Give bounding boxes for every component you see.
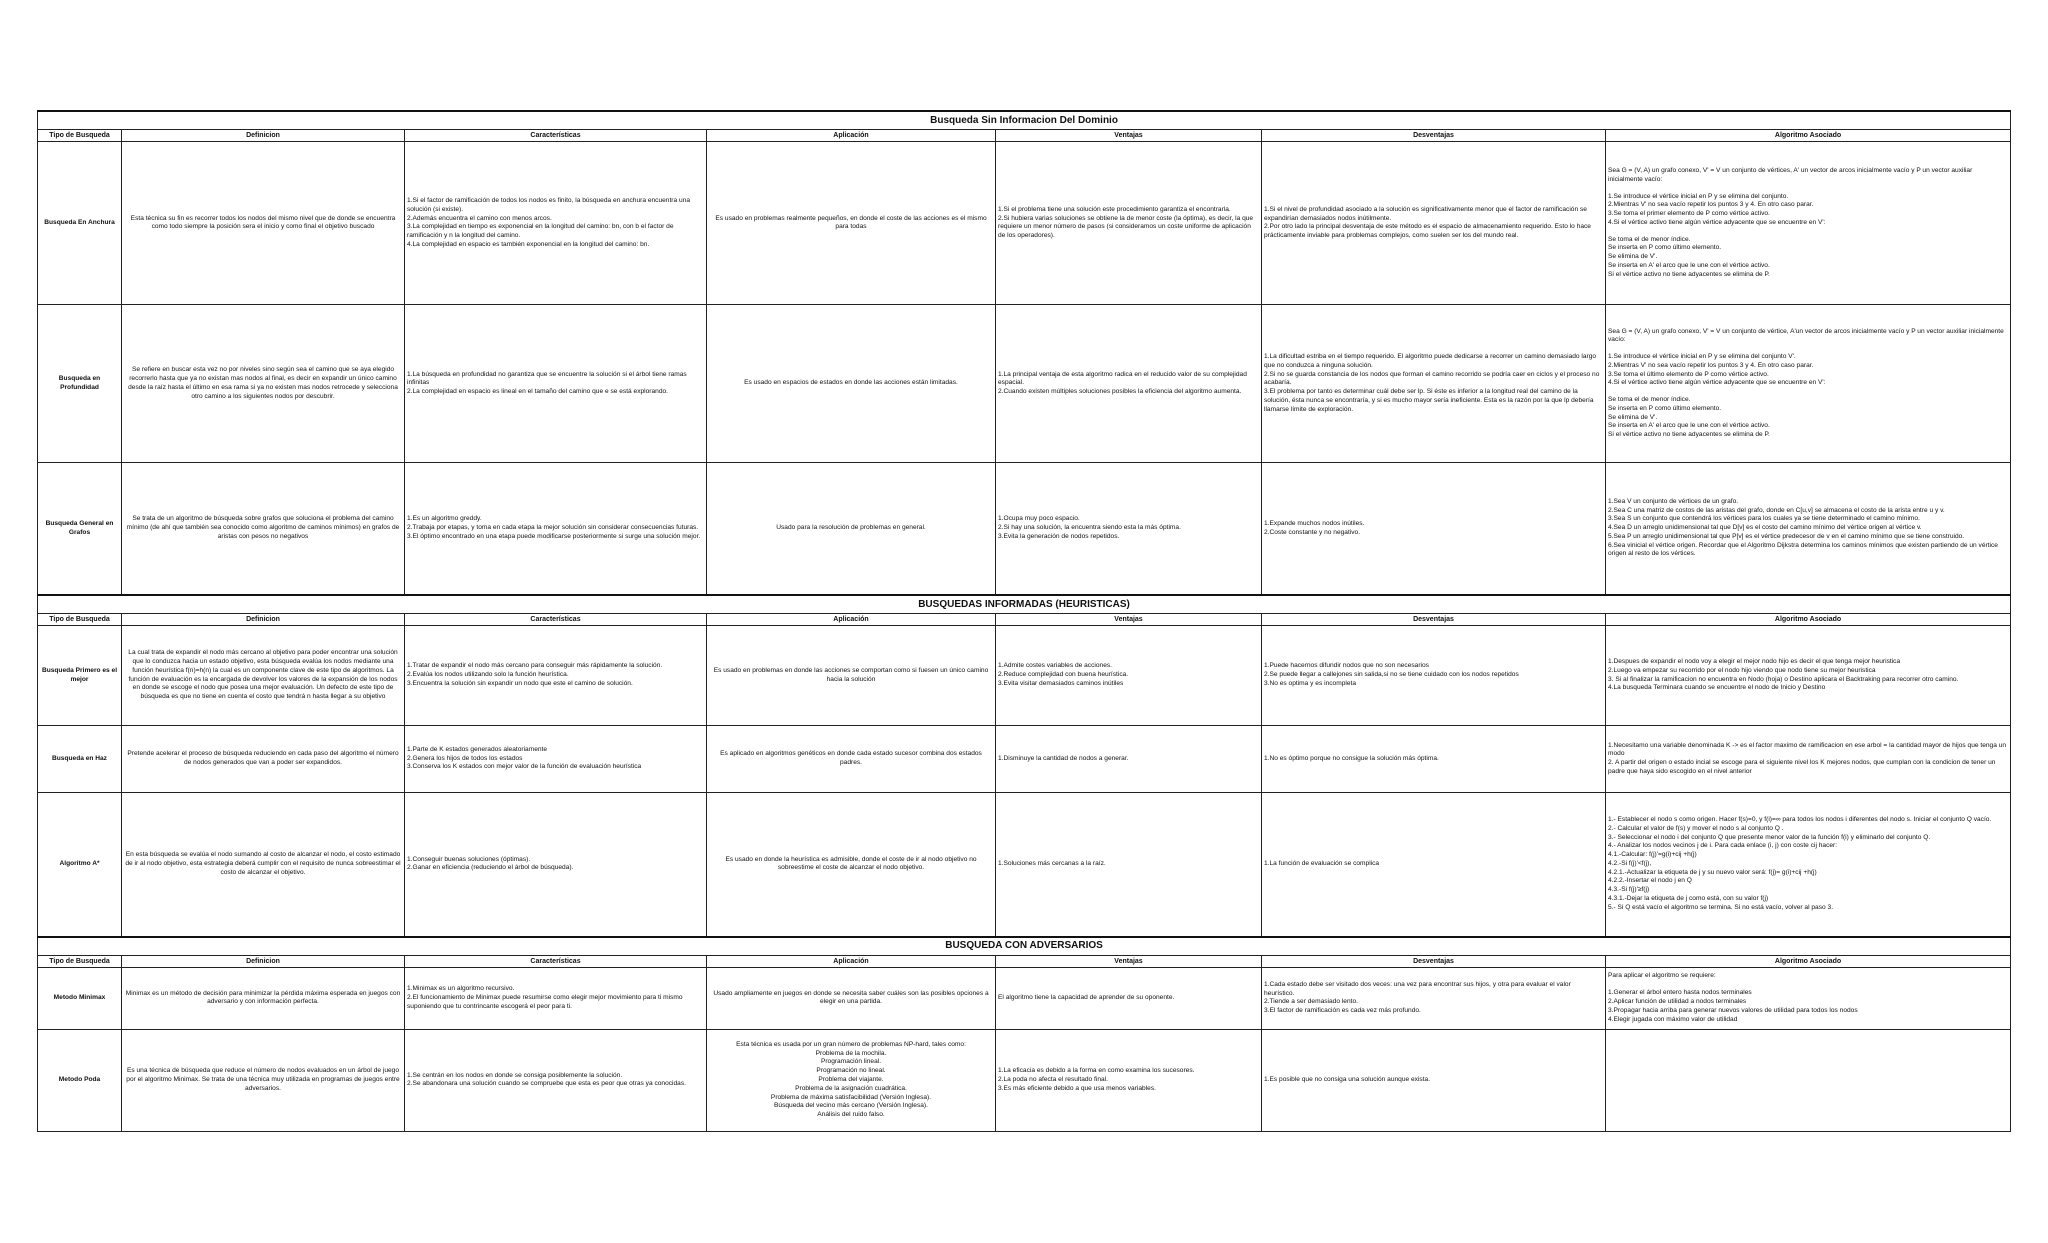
cell-line: 1.Se introduce el vértice inicial en P y se elimina del conjunto. <box>1608 192 1789 200</box>
characteristics-cell <box>405 967 707 1029</box>
cell-line: 2.Trabaja por etapas, y toma en cada etapa la mejor solución sin considerar consecuencias futuras. <box>407 524 699 532</box>
cell-line: 2.Cuando existen múltiples soluciones posibles la eficiencia del algoritmo aumenta. <box>998 388 1242 396</box>
column-header: Tipo de Busqueda <box>38 130 122 142</box>
cell-line: 3.Encuentra la solución sin expandir un nodo que este el camino de solución. <box>407 679 633 687</box>
cell-line: 3.El óptimo encontrado en una etapa puede modificarse posteriormente si surge una solución mejor. <box>407 532 701 540</box>
characteristics-cell <box>405 793 707 937</box>
section-title: BUSQUEDAS INFORMADAS (HEURISTICAS) <box>38 595 2011 614</box>
cell-line: 3.Se toma el último elemento de P como vértice activo. <box>1608 370 1769 378</box>
cell-line: 1.Conseguir buenas soluciones (óptimas). <box>407 855 531 863</box>
cell-line: 1.Tratar de expandir el nodo más cercano para conseguir más rápidamente la solución. <box>407 662 663 670</box>
cell-line: 2.Genera los hijos de todos los estados <box>407 754 523 762</box>
column-header: Aplicación <box>707 955 996 967</box>
cell-line: Sea G = (V, A) un grafo conexo, V' = V un conjunto de vértice, A'un vector de arcos inicialmente vacío y P un vector auxiliar inicialmente vacío: <box>1608 327 2004 344</box>
cell-line: 1.La eficacia es debido a la forma en como examina los sucesores. <box>998 1067 1195 1075</box>
cell-line: Búsqueda del vecino más cercano (Versión Inglesa). <box>774 1102 928 1110</box>
column-header: Definicion <box>122 130 405 142</box>
cell-line: Esta técnica es usada por un gran número de problemas NP-hard, tales como: <box>736 1040 966 1048</box>
cell-text: En esta búsqueda se evalúa el nodo sumando al costo de alcanzar el nodo, el costo estimado de ir al nodo objetivo, esta estrategia deberá cumplir con el requisito de nunca sobreestimar el costo de alcanzar el objetivo. <box>125 851 401 876</box>
type-cell <box>38 142 122 305</box>
cell-line: Si el vértice activo no tiene adyacentes se elimina de P. <box>1608 431 1770 439</box>
spacer <box>1608 981 2008 989</box>
cell-text: Busqueda En Anchura <box>44 218 115 226</box>
application-cell <box>707 967 996 1029</box>
cell-line: 1.Se centrán en los nodos en donde se consiga posiblemente la solución. <box>407 1071 623 1079</box>
column-header: Algoritmo Asociado <box>1606 955 2011 967</box>
definition-cell <box>122 463 405 595</box>
application-cell <box>707 463 996 595</box>
cell-line: 5.- Si Q está vacío el algoritmo se termina. Si no está vacío, volver al paso 3. <box>1608 903 1834 911</box>
cell-line: 3.No es optima y es incompleta <box>1264 679 1356 687</box>
column-header: Características <box>405 130 707 142</box>
application-cell <box>707 1029 996 1131</box>
cell-text: Esta técnica su fin es recorrer todos los nodos del mismo nivel que de donde se encuentra como todo siempre la posición sera el inicio y como final el objetivo buscado <box>130 214 396 231</box>
cell-line: 1.- Establecer el nodo s como origen. Hacer f(s)=0, y f(i)=∞ para todos los nodos i diferentes del nodo s. Iniciar el conjunto Q vacío. <box>1608 816 1992 824</box>
cell-line: 1.Necesitamo una variable denominada K -> es el factor maximo de ramificacion en ese arbol = la cantidad mayor de hijos que tenga un modo <box>1608 741 2007 758</box>
cell-line: 1.Si el problema tiene una solución este procedimiento garantiza el encontrarla. <box>998 205 1231 213</box>
disadvantages-cell <box>1262 305 1606 463</box>
cell-line: 2.Además encuentra el camino con menos arcos. <box>407 214 552 222</box>
cell-text: Pretende acelerar el proceso de búsqueda reduciendo en cada paso del algoritmo el número de nodos generados que van a poder ser expandidos. <box>127 750 399 767</box>
spacer <box>1608 388 2008 396</box>
definition-cell <box>122 305 405 463</box>
cell-line: 3.El factor de ramificación es cada vez más profundo. <box>1264 1007 1421 1015</box>
cell-line: 2.La complejidad en espacio es lineal en el tamaño del camino que e se está explorando. <box>407 388 668 396</box>
column-header: Ventajas <box>996 955 1262 967</box>
application-cell <box>707 793 996 937</box>
cell-line: 1.Puede hacernos difundir nodos que no son necesarios <box>1264 662 1429 670</box>
cell-line: 4.2.1.-Actualizar la etiqueta de j y su nuevo valor será: f(j)= g(i)+cij +h(j) <box>1608 868 1817 876</box>
cell-line: 2.Se abandonara una solución cuando se compruebe que esta es peor que otras ya conocidas. <box>407 1080 686 1088</box>
spacer <box>1608 228 2008 236</box>
spacer <box>1608 185 2008 193</box>
disadvantages-cell <box>1262 463 1606 595</box>
characteristics-cell <box>405 726 707 793</box>
cell-line: 1.Es posible que no consiga una solución aunque exista. <box>1264 1076 1431 1083</box>
cell-line: 4.Elegir jugada con máximo valor de utilidad <box>1608 1015 1738 1023</box>
cell-line: 1.Minimax es un algoritmo recursivo. <box>407 985 515 993</box>
cell-line: 2.Sea C una matriz de costos de las aristas del grafo, donde en C[u,v] se almacena el costo de la arista entre u y v. <box>1608 506 1945 514</box>
column-header: Ventajas <box>996 613 1262 625</box>
cell-line: Se toma el de menor índice. <box>1608 396 1691 404</box>
column-header: Definicion <box>122 613 405 625</box>
type-cell <box>38 626 122 726</box>
cell-text: Busqueda en Haz <box>52 754 107 762</box>
cell-line: 2. A partir del origen o estado incial se escoge para el siguiente nivel los K mejores nodos, que cumplan con la condicion de tener un padre que haya sido escogido en el nivel anterior <box>1608 759 1996 775</box>
cell-line: Se elimina de V'. <box>1608 413 1658 421</box>
cell-line: 4.- Analizar los nodos vecinos j de i. Para cada enlace (i, j) con coste cij hacer: <box>1608 842 1838 850</box>
table-row <box>38 626 2011 726</box>
characteristics-cell <box>405 463 707 595</box>
cell-line: 4.Si el vértice activo tiene algún vértice adyacente que se encuentre en V': <box>1608 218 1826 226</box>
cell-line: Se inserta en P como último elemento. <box>1608 244 1722 252</box>
algorithm-cell <box>1606 626 2011 726</box>
cell-text: Es usado en espacios de estados en donde las acciones están limitadas. <box>744 379 958 387</box>
cell-line: 3.Evita visitar demasiados caminos inútiles <box>998 679 1124 687</box>
cell-line: 1.La función de evaluación se complica <box>1264 859 1380 867</box>
definition-cell <box>122 142 405 305</box>
cell-line: Problema del viajante. <box>818 1076 884 1083</box>
algorithm-cell <box>1606 1029 2011 1131</box>
cell-line: 4.2.-Si f(j)'<f(j), <box>1608 859 1652 867</box>
cell-text: Usado para la resolución de problemas en general. <box>776 524 926 532</box>
cell-text: Minimax es un método de decisión para minimizar la pérdida máxima esperada en juegos con adversario y con información perfecta. <box>125 989 401 1006</box>
cell-line: 2.Se puede llegar a callejones sin salida,si no se tiene cuidado con los nodos repetidos <box>1264 671 1519 679</box>
definition-cell <box>122 626 405 726</box>
cell-line: 2.Evalúa los nodos utilizando solo la función heurística. <box>407 671 569 679</box>
column-header-row <box>38 613 2011 625</box>
cell-line: El algoritmo tiene la capacidad de aprender de su oponente. <box>998 994 1175 1001</box>
cell-line: 2.Si no se guarda constancia de los nodos que forman el camino recorrido se podría caer en ciclos y el proceso no acabaría. <box>1264 370 1600 387</box>
type-cell <box>38 305 122 463</box>
application-cell <box>707 726 996 793</box>
cell-line: Se inserta en A' el arco que le une con el vértice activo. <box>1608 422 1770 430</box>
cell-line: 3.Sea S un conjunto que contendrá los vértices para los cuales ya se tiene determinado el camino mínimo. <box>1608 515 1920 523</box>
characteristics-cell <box>405 1029 707 1131</box>
advantages-cell <box>996 967 1262 1029</box>
disadvantages-cell <box>1262 626 1606 726</box>
application-cell <box>707 142 996 305</box>
advantages-cell <box>996 726 1262 793</box>
cell-line: Para aplicar el algoritmo se requiere: <box>1608 972 1716 980</box>
cell-line: 3. Si al finalizar la ramificacion no encuentra en Nodo (hoja) o Destino aplicara el Backtraking para recorrer otro camino. <box>1608 675 1959 683</box>
cell-line: 3.Propagar hacia arriba para generar nuevos valores de utilidad para todos los nodos <box>1608 1006 1858 1014</box>
column-header: Desventajas <box>1262 955 1606 967</box>
column-header: Aplicación <box>707 130 996 142</box>
cell-line: Sea G = (V, A) un grafo conexo, V' = V un conjunto de vértices, A' un vector de arcos inicialmente vacío y P un vector auxiliar inicialmente vacío: <box>1608 167 1973 183</box>
cell-text: Es usado en donde la heurística es admisible, donde el coste de ir al nodo objetivo no sobreestime el coste de alcanzar el nodo objetivo. <box>725 855 977 872</box>
type-cell <box>38 463 122 595</box>
cell-line: 1.Si el factor de ramificación de todos los nodos es finito, la búsqueda en anchura encuentra una solución (si existe). <box>407 197 690 213</box>
advantages-cell <box>996 793 1262 937</box>
table-row <box>38 142 2011 305</box>
characteristics-cell <box>405 142 707 305</box>
table-row <box>38 967 2011 1029</box>
cell-text: Es aplicado en algoritmos genéticos en donde cada estado sucesor combina dos estados padres. <box>720 750 982 767</box>
column-header: Aplicación <box>707 613 996 625</box>
cell-line: 2.Si hay una solución, la encuentra siendo esta la más óptima. <box>998 524 1181 532</box>
cell-line: 1.Generar el árbol entero hasta nodos terminales <box>1608 989 1752 997</box>
type-cell <box>38 1029 122 1131</box>
advantages-cell <box>996 1029 1262 1131</box>
disadvantages-cell <box>1262 967 1606 1029</box>
disadvantages-cell <box>1262 726 1606 793</box>
algorithm-cell <box>1606 726 2011 793</box>
cell-line: Análisis del ruido falso. <box>817 1111 885 1119</box>
disadvantages-cell <box>1262 1029 1606 1131</box>
cell-line: 5.Sea P un arreglo unidimensional tal que P[v] es el vértice predecesor de v en el camino mínimo que se tiene construido. <box>1608 532 1965 540</box>
cell-line: 2.Mientras V' no sea vacío repetir los puntos 3 y 4. En otro caso parar. <box>1608 201 1814 209</box>
cell-line: 2.La poda no afecta el resultado final. <box>998 1076 1108 1083</box>
column-header: Desventajas <box>1262 130 1606 142</box>
cell-text: Es una técnica de búsqueda que reduce el número de nodos evaluados en un árbol de juego por el algoritmo Minimax. Se trata de una técnica muy utilizada en programas de juegos entre adversarios. <box>126 1067 400 1092</box>
definition-cell <box>122 793 405 937</box>
algorithm-cell <box>1606 305 2011 463</box>
definition-cell <box>122 1029 405 1131</box>
cell-line: 3.Evita la generación de nodos repetidos. <box>998 532 1120 540</box>
section-title: BUSQUEDA CON ADVERSARIOS <box>38 937 2011 956</box>
table-row <box>38 305 2011 463</box>
cell-line: 3.La complejidad en tiempo es exponencial en la longitud del camino: bn, con b el factor de ramificación y n la longitud del camino. <box>407 223 674 240</box>
type-cell <box>38 967 122 1029</box>
column-header: Tipo de Busqueda <box>38 955 122 967</box>
section-title-row <box>38 937 2011 956</box>
spacer <box>1608 345 2008 353</box>
section-title-row <box>38 595 2011 614</box>
column-header-row <box>38 130 2011 142</box>
cell-line: Se toma el de menor índice. <box>1608 235 1691 243</box>
algorithm-cell <box>1606 142 2011 305</box>
cell-line: 1.Se introduce el vértice inicial en P y se elimina del conjunto V'. <box>1608 353 1796 361</box>
advantages-cell <box>996 626 1262 726</box>
advantages-cell <box>996 142 1262 305</box>
cell-line: 4.2.2.-Insertar el nodo j en Q <box>1608 877 1692 885</box>
cell-line: 2.Aplicar función de utilidad a nodos terminales <box>1608 998 1747 1005</box>
disadvantages-cell <box>1262 793 1606 937</box>
cell-text: Es usado en problemas realmente pequeños, en donde el coste de las acciones es el mismo para todas <box>715 214 987 231</box>
section-title: Busqueda Sin Informacion Del Dominio <box>38 111 2011 130</box>
cell-line: 3.El problema por tanto es determinar cuál debe ser lp. Si éste es inferior a la longitud real del camino de la solución, ésta nunca se encontraría, y si es mucho mayor sería ineficiente. Esta es la razón por la que lp debería llamarse límite de exploración. <box>1264 388 1594 413</box>
table-row <box>38 463 2011 595</box>
column-header: Características <box>405 613 707 625</box>
column-header: Ventajas <box>996 130 1262 142</box>
definition-cell <box>122 726 405 793</box>
algorithm-cell <box>1606 463 2011 595</box>
cell-text: Metodo Poda <box>58 1076 101 1083</box>
application-cell <box>707 626 996 726</box>
type-cell <box>38 726 122 793</box>
cell-line: 1.No es óptimo porque no consigue la solución más óptima. <box>1264 754 1439 762</box>
cell-text: Se trata de un algoritmo de búsqueda sobre grafos que soluciona el problema del camino mínimo (de ahí que también sea conocido como algoritmo de caminos mínimos) en grafos de aristas con pesos no negativos <box>126 515 400 540</box>
column-header: Algoritmo Asociado <box>1606 613 2011 625</box>
cell-line: 1.Si el nivel de profundidad asociado a la solución es significativamente menor que el factor de ramificación se expandirían demasiados nodos inútilmente. <box>1264 205 1587 222</box>
cell-line: 4.Sea D un arreglo unidimensional tal que D[v] es el costo del camino mínimo del vértice origen al vértice v. <box>1608 524 1922 532</box>
cell-text: Busqueda General en Grafos <box>45 519 114 536</box>
definition-cell <box>122 967 405 1029</box>
cell-line: 1.Expande muchos nodos inútiles. <box>1264 519 1365 527</box>
cell-line: 2.Coste constante y no negativo. <box>1264 528 1361 536</box>
type-cell <box>38 793 122 937</box>
column-header: Algoritmo Asociado <box>1606 130 2011 142</box>
cell-line: 3.Se toma el primer elemento de P como vértice activo. <box>1608 210 1770 218</box>
characteristics-cell <box>405 626 707 726</box>
cell-line: Se inserta en A' el arco que le une con el vértice activo. <box>1608 261 1770 269</box>
cell-text: Algoritmo A* <box>59 859 100 867</box>
cell-line: 2.El funcionamiento de Minimax puede resumirse como elegir mejor movimiento para ti mismo suponiendo que tu contrincante escogerá el peor para ti. <box>407 994 683 1010</box>
cell-line: 1.La búsqueda en profundidad no garantiza que se encuentre la solución si el árbol tiene ramas infinitas <box>407 370 687 387</box>
disadvantages-cell <box>1262 142 1606 305</box>
cell-line: 2.Luego va empezar su recorrido por el nodo hijo viendo que nodo tiene su mejor heuristica <box>1608 666 1876 674</box>
advantages-cell <box>996 305 1262 463</box>
section-title-row <box>38 111 2011 130</box>
cell-line: 1.Es un algoritmo greddy. <box>407 515 482 523</box>
cell-line: 2.Si hubiera varias soluciones se obtiene la de menor coste (la óptima), es decir, la que requiere un menor número de pasos (si consideramos un coste uniforme de aplicación de los operadores). <box>998 214 1254 240</box>
cell-line: 4.3.1.-Dejar la etiqueta de j como está, con su valor f(j) <box>1608 895 1769 903</box>
cell-line: 1.Cada estado debe ser visitado dos veces: una vez para encontrar sus hijos, y otra para evaluar el valor heurístico. <box>1264 980 1571 997</box>
column-header: Características <box>405 955 707 967</box>
cell-line: 1.Soluciones más cercanas a la raíz. <box>998 859 1106 867</box>
table-row <box>38 726 2011 793</box>
cell-text: La cual trata de expandir el nodo más cercano al objetivo para poder encontrar una solución que lo conduzca hacia un estado objetivo, esta búsqueda evalúa los nodos mediante una función heurística f(n)=h(n) la cual es un componente clave de este tipo de algoritmos. La función de evaluación es la encargada de devolver los valores de la expansión de los nodos en donde se escoge el nodo que posea una mejor evaluación. Un defecto de este tipo de búsqueda es que no tiene en cuenta el costo que tendrá n hasta llegar a su objetivo <box>128 649 398 701</box>
column-header: Desventajas <box>1262 613 1606 625</box>
cell-line: 2.Ganar en eficiencia (reduciendo el árbol de búsqueda). <box>407 864 574 872</box>
cell-line: Si el vértice activo no tiene adyacentes se elimina de P. <box>1608 270 1770 278</box>
cell-text: Busqueda Primero es el mejor <box>41 666 118 683</box>
column-header: Tipo de Busqueda <box>38 613 122 625</box>
cell-text: Es usado en problemas en donde las acciones se comportan como si fuesen un único camino hacia la solución <box>713 666 989 683</box>
algorithm-cell <box>1606 967 2011 1029</box>
cell-line: 3.Conserva los K estados con mejor valor de la función de evaluación heurística <box>407 763 642 771</box>
column-header: Definicion <box>122 955 405 967</box>
cell-line: 1.Sea V un conjunto de vértices de un grafo. <box>1608 497 1739 505</box>
cell-line: Programación no lineal. <box>816 1067 886 1075</box>
table-row <box>38 1029 2011 1131</box>
search-comparison-table <box>37 110 2011 1132</box>
cell-line: 2.Por otro lado la principal desventaja de este método es el espacio de almacenamiento requerido. Esto lo hace prácticamente inviable para problemas complejos, como suelen ser los del mundo real. <box>1264 223 1591 240</box>
cell-line: 2.Tiende a ser demasiado lento. <box>1264 998 1358 1006</box>
cell-line: 2.Reduce complejidad con buena heurística. <box>998 671 1129 679</box>
cell-text: Metodo Minimax <box>53 994 106 1001</box>
cell-line: Problema de máxima satisfacibilidad (Versión Inglesa). <box>770 1093 932 1101</box>
cell-line: 3.- Seleccionar el nodo i del conjunto Q que presente menor valor de la función f(i) y eliminarlo del conjunto Q. <box>1608 833 1931 841</box>
cell-text: Usado ampliamente en juegos en donde se necesita saber cuáles son las posibles opciones a elegir en una partida. <box>713 989 989 1006</box>
cell-line: 2.- Calcular el valor de f(s) y mover el nodo s al conjunto Q . <box>1608 824 1784 832</box>
cell-line: 1.Despues de expandir el nodo voy a elegir el mejor nodo hijo es decir el que tenga mejor heuristica <box>1608 658 1901 666</box>
cell-line: Programación lineal. <box>820 1058 882 1066</box>
cell-line: 1.Parte de K estados generados aleatoriamente <box>407 745 548 753</box>
cell-text: Se refiere en buscar esta vez no por niveles sino según sea el camino que se aya elegido recorrerlo hasta que ya no existan mas nodos al final, es decir en expandir un único camino desde la raíz hasta el último en esa rama si ya no existen mas nodos retrocede y selecciona otro camino a los siguientes nodos por descubrir. <box>128 366 398 400</box>
column-header-row <box>38 955 2011 967</box>
cell-line: 4.3.-Si f(j)'≥f(j) <box>1608 886 1650 894</box>
characteristics-cell <box>405 305 707 463</box>
cell-line: 2.Mientras V' no sea vacío repetir los puntos 3 y 4. En otro caso parar. <box>1608 361 1814 369</box>
algorithm-cell <box>1606 793 2011 937</box>
cell-line: 4.Si el vértice activo tiene algún vértice adyacente que se encuentre en V': <box>1608 379 1826 387</box>
cell-line: 1.Disminuye la cantidad de nodos a generar. <box>998 754 1129 762</box>
cell-line: Problema de la asignación cuadrática. <box>795 1084 907 1092</box>
cell-line: 1.La principal ventaja de esta algoritmo radica en el reducido valor de su complejidad espacial. <box>998 370 1247 387</box>
cell-line: Problema de la mochila. <box>815 1049 887 1057</box>
cell-line: 1.Ocupa muy poco espacio. <box>998 515 1080 523</box>
application-cell <box>707 305 996 463</box>
cell-line: 6.Sea vinicial el vértice origen. Recordar que el Algoritmo Dijkstra determina los caminos mínimos que existen partiendo de un vértice origen al resto de los vértices. <box>1608 541 1998 558</box>
cell-text: Busqueda en Profundidad <box>58 375 101 391</box>
cell-line: 4.La complejidad en espacio es también exponencial en la longitud del camino: bn. <box>407 240 650 248</box>
cell-line: Se inserta en P como último elemento. <box>1608 404 1722 412</box>
cell-line: 4.1.-Calcular: f(j)'=g(i)+cij +h(j) <box>1608 851 1697 859</box>
advantages-cell <box>996 463 1262 595</box>
cell-line: 1.Admite costes variables de acciones. <box>998 662 1112 670</box>
table-row <box>38 793 2011 937</box>
cell-line: 4.La busqueda Terminara cuando se encuentre el nodo de Inicio y Destino <box>1608 684 1826 692</box>
cell-line: 1.La dificultad estriba en el tiempo requerido. El algoritmo puede dedicarse a recorrer un camino demasiado largo que no conduzca a ninguna solución. <box>1264 353 1597 369</box>
cell-line: Se elimina de V'. <box>1608 253 1658 261</box>
cell-line: 3.Es más eficiente debido a que usa menos variables. <box>998 1084 1156 1092</box>
